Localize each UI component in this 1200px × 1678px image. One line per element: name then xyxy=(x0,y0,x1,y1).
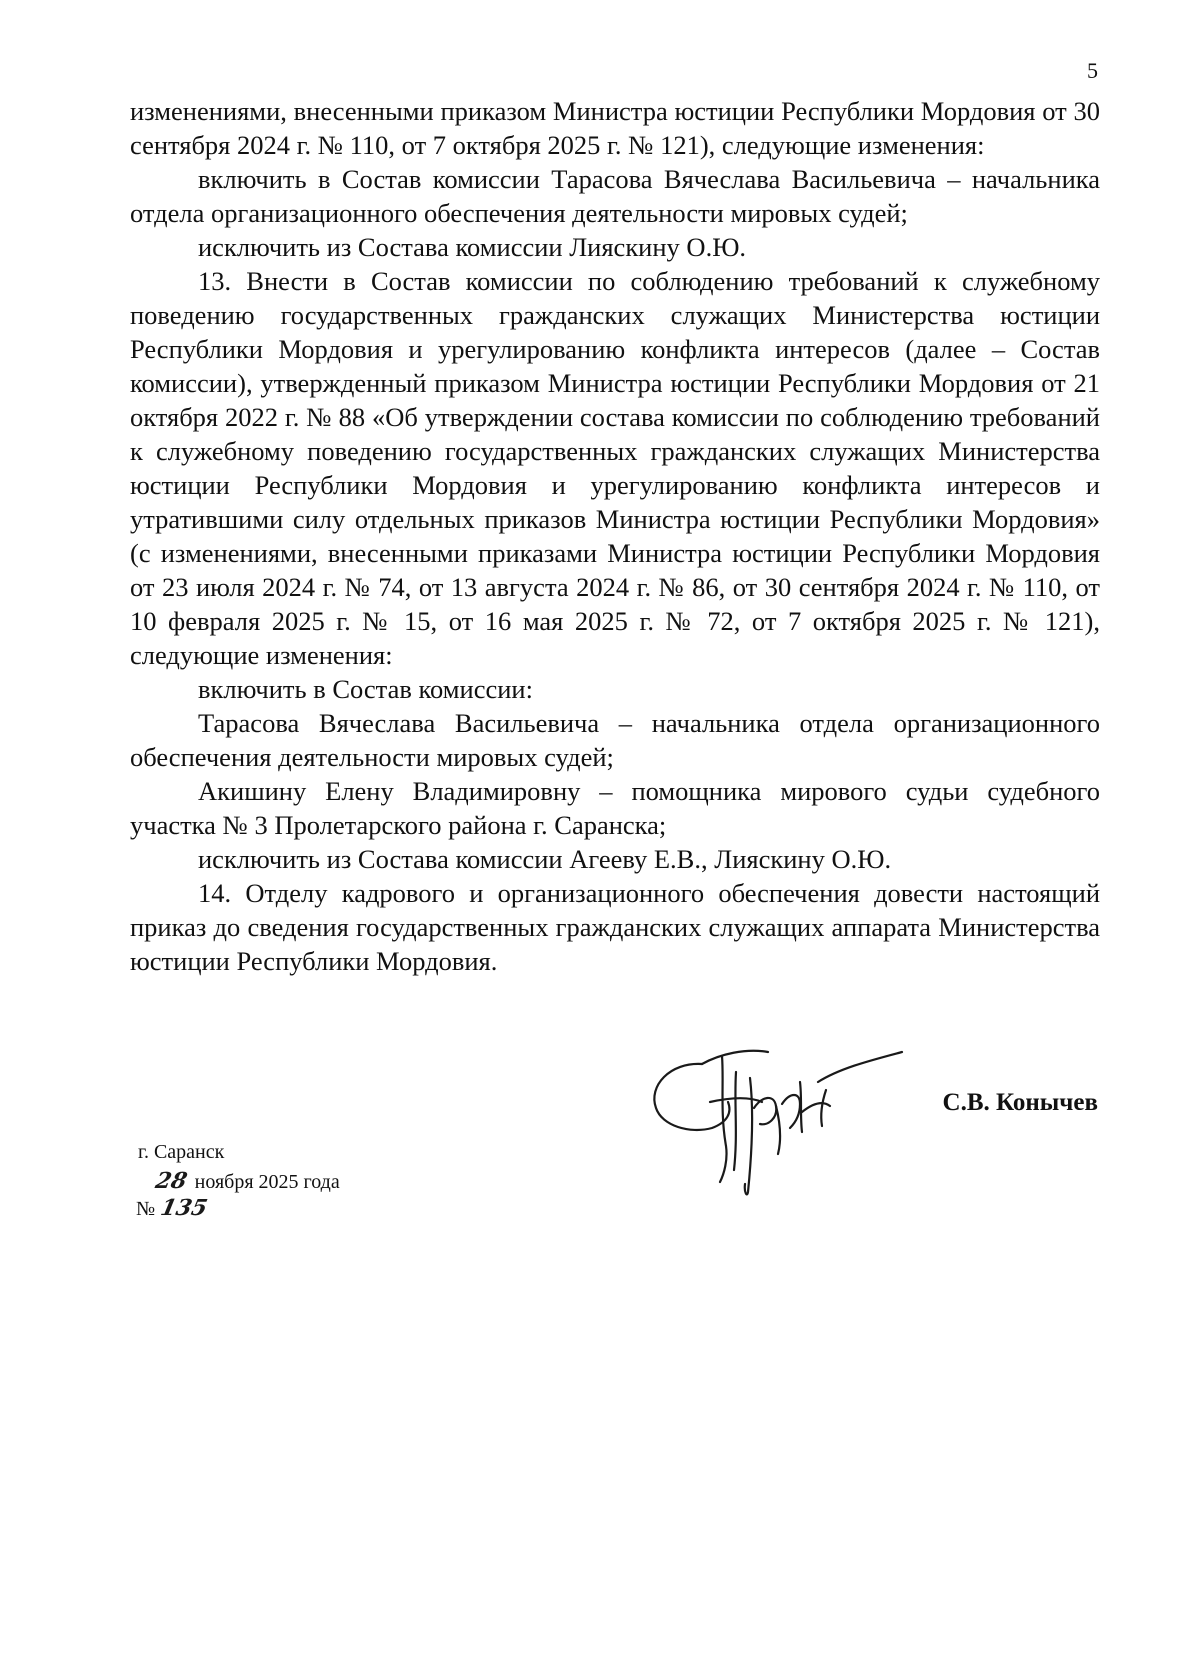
number-sign: № xyxy=(136,1198,156,1220)
order-number xyxy=(136,1194,210,1223)
paragraph: 14. Отделу кадрового и организационного обеспечения довести настоящий приказ до сведения государственных гражданских служащих аппарата Министерства юстиции Республики Мордовия. xyxy=(130,878,1100,976)
document-body xyxy=(130,94,1100,978)
paragraph: изменениями, внесенными приказом Министра юстиции Республики Мордовия от 30 сентября 2024 г. № 110, от 7 октября 2025 г. № 121), следующие изменения: xyxy=(130,96,1100,160)
paragraph: включить в Состав комиссии Тарасова Вячеслава Васильевича – начальника отдела организационного обеспечения деятельности мировых судей; xyxy=(130,164,1100,228)
paragraph: включить в Состав комиссии: xyxy=(198,674,533,704)
page-number: 5 xyxy=(1087,58,1098,83)
paragraph: 13. Внести в Состав комиссии по соблюдению требований к служебному поведению государственных гражданских служащих Министерства юстиции Республики Мордовия и урегулированию конфликта интересов (далее – Состав комиссии), утвержденный приказом Министра юстиции Республики Мордовия от 21 октября 2022 г. № 88 «Об утверждении состава комиссии по соблюдению требований к служебному поведению государственных гражданских служащих Министерства юстиции Республики Мордовия и урегулированию конфликта интересов и утратившими силу отдельных приказов Министра юстиции Республики Мордовия» (с изменениями, внесенными приказами Министра юстиции Республики Мордовия от 23 июля 2024 г. № 74, от 13 августа 2024 г. № 86, от 30 сентября 2024 г. № 110, от 10 февраля 2025 г. № 15, от 16 мая 2025 г. № 72, от 7 октября 2025 г. № 121), следующие изменения: xyxy=(130,266,1100,670)
handwritten-signature xyxy=(650,1042,910,1202)
place-of-issue: г. Саранск xyxy=(138,1141,225,1163)
paragraph: Акишину Елену Владимировну – помощника мирового судьи судебного участка № 3 Пролетарского района г. Саранска; xyxy=(130,776,1100,840)
handwritten-order-number: 135 xyxy=(158,1195,210,1221)
issue-date xyxy=(136,1167,340,1196)
handwritten-date-day: 28 xyxy=(153,1168,190,1194)
paragraph: Тарасова Вячеслава Васильевича – начальника отдела организационного обеспечения деятельности мировых судей; xyxy=(130,708,1100,772)
paragraph: исключить из Состава комиссии Агееву Е.В., Лияскину О.Ю. xyxy=(198,844,892,874)
paragraph: исключить из Состава комиссии Лияскину О.Ю. xyxy=(198,232,747,262)
date-month-year: ноября 2025 года xyxy=(194,1171,340,1193)
signer-name: С.В. Конычев xyxy=(942,1089,1098,1116)
